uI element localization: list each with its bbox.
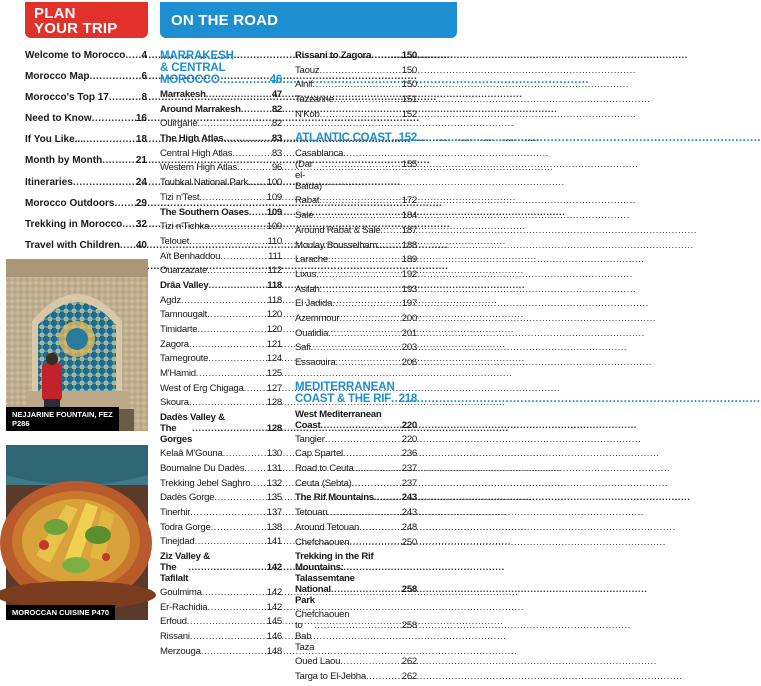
section-heading-mediterranean[interactable]: MEDITERRANEAN COAST & THE RIF ..... 218 (295, 381, 417, 405)
plan-your-trip-list (25, 50, 147, 282)
toc-entry[interactable]: Tizi n'Test ..... 109 (160, 192, 282, 207)
toc-entry[interactable]: Merzouga ..... 148 (160, 646, 282, 661)
toc-entry[interactable]: Larache ..... 189 (295, 254, 417, 269)
toc-entry[interactable]: Morocco Map ..... 6 (25, 71, 147, 92)
cuisine-caption: MOROCCAN CUISINE P470 (6, 605, 115, 620)
tagine-illustration (6, 445, 148, 620)
toc-entry[interactable]: Timidarte ..... 120 (160, 324, 282, 339)
toc-entry[interactable]: Central High Atlas ..... 83 (160, 148, 282, 163)
toc-entry[interactable]: Essaouira ..... 206 (295, 357, 417, 372)
toc-entry[interactable]: Ziz Valley & The Tafilalt ..... 142 (160, 551, 282, 587)
on-the-road-column-b (295, 50, 417, 686)
toc-entry[interactable]: Itineraries ..... 24 (25, 177, 147, 198)
toc-entry[interactable]: Travel with Children ..... 40 (25, 240, 147, 261)
toc-entry[interactable]: Boumalne Du Dadès ..... 131 (160, 463, 282, 478)
toc-entry[interactable]: Tizi n'Tichka ..... 109 (160, 221, 282, 236)
toc-entry[interactable]: Oualidia ..... 201 (295, 328, 417, 343)
toc-entry[interactable]: El Jadida ..... 197 (295, 298, 417, 313)
fountain-caption: NEJJARINE FOUNTAIN, FEZ P286 (6, 407, 119, 431)
toc-entry[interactable]: Need to Know ..... 16 (25, 113, 147, 134)
toc-entry[interactable]: Trekking in Morocco ..... 32 (25, 219, 147, 240)
toc-entry[interactable]: Month by Month ..... 21 (25, 155, 147, 176)
toc-entry[interactable]: Around Rabat & Salé ..... 187 (295, 225, 417, 240)
toc-entry[interactable]: Chefchaouen ..... 250 (295, 537, 417, 552)
section-heading-atlantic-coast[interactable]: ATLANTIC COAST ..... 152 (295, 132, 417, 144)
toc-entry[interactable]: N'Kob ..... 152 (295, 109, 417, 124)
toc-entry[interactable]: Skoura ..... 128 (160, 397, 282, 412)
toc-entry[interactable]: If You Like... ..... 18 (25, 134, 147, 155)
toc-entry[interactable]: Rabat ..... 172 (295, 195, 417, 210)
toc-entry[interactable]: Goulmima ..... 142 (160, 587, 282, 602)
toc-entry[interactable]: Tetouan ..... 243 (295, 507, 417, 522)
toc-entry[interactable]: Around Tetouan ..... 248 (295, 522, 417, 537)
toc-entry[interactable]: Tangier ..... 220 (295, 434, 417, 449)
toc-entry[interactable]: Tinerhir ..... 137 (160, 507, 282, 522)
toc-entry[interactable]: Ceuta (Sebta) ..... 237 (295, 478, 417, 493)
toc-entry[interactable]: Asilah ..... 193 (295, 284, 417, 299)
toc-entry[interactable]: Drâa Valley ..... 118 (160, 280, 282, 295)
toc-entry[interactable]: West Mediterranean Coast ..... 220 (295, 409, 417, 434)
toc-entry[interactable]: The Southern Oases ..... 109 (160, 207, 282, 222)
toc-entry[interactable]: Western High Atlas ..... 96 (160, 162, 282, 177)
toc-entry[interactable]: Rissani to Zagora ..... 150 (295, 50, 417, 65)
toc-entry[interactable]: Ouarzazate ..... 112 (160, 265, 282, 280)
toc-entry[interactable]: Around Marrakesh ..... 82 (160, 104, 282, 119)
moroccan-cuisine-photo (6, 445, 148, 620)
toc-entry[interactable]: Tamegroute ..... 124 (160, 353, 282, 368)
toc-entry[interactable]: Cap Spartel ..... 236 (295, 448, 417, 463)
on-the-road-header (160, 2, 457, 38)
toc-entry[interactable]: Dadès Gorge ..... 135 (160, 492, 282, 507)
toc-entry[interactable]: Casablanca (Dar el-Baïda) ..... 155 (295, 148, 417, 195)
toc-entry[interactable]: Toubkal National Park ..... 100 (160, 177, 282, 192)
toc-entry[interactable]: Moulay Bousselham ..... 188 (295, 240, 417, 255)
toc-entry[interactable]: Marrakesh ..... 47 (160, 89, 282, 104)
toc-entry[interactable]: Azemmour ..... 200 (295, 313, 417, 328)
toc-entry[interactable]: Road to Ceuta ..... 237 (295, 463, 417, 478)
toc-entry[interactable]: Ouirgane ..... 82 (160, 118, 282, 133)
plan-header-line-1: PLAN (34, 5, 76, 22)
toc-entry[interactable]: Dadès Valley & The Gorges ..... 128 (160, 412, 282, 448)
toc-entry[interactable]: Rissani ..... 146 (160, 631, 282, 646)
fountain-illustration (6, 259, 148, 431)
toc-entry[interactable]: Welcome to Morocco ..... 4 (25, 50, 147, 71)
on-the-road-title: ON THE ROAD (171, 12, 279, 29)
toc-entry[interactable]: Morocco Outdoors ..... 29 (25, 198, 147, 219)
toc-entry[interactable]: Trekking in the Rif Mountains: Talassemtane National Park ..... 258 (295, 551, 417, 609)
toc-entry[interactable]: Er-Rachidia ..... 142 (160, 602, 282, 617)
toc-entry[interactable]: Trekking Jebel Saghro ..... 132 (160, 478, 282, 493)
toc-entry[interactable]: Salé ..... 184 (295, 210, 417, 225)
plan-header-line-2: YOUR TRIP (34, 20, 118, 37)
toc-entry[interactable]: Agdz ..... 118 (160, 295, 282, 310)
toc-entry[interactable]: Zagora ..... 121 (160, 339, 282, 354)
toc-entry[interactable]: Alnif ..... 150 (295, 79, 417, 94)
section-heading-marrakesh[interactable]: MARRAKESH & CENTRAL MOROCCO ..... 46 (160, 50, 282, 86)
toc-entry[interactable]: M'Hamid ..... 125 (160, 368, 282, 383)
toc-entry[interactable]: Taouz ..... 150 (295, 65, 417, 80)
plan-your-trip-header (25, 2, 148, 38)
toc-entry[interactable]: Tamnougalt ..... 120 (160, 309, 282, 324)
toc-entry[interactable]: Lixus ..... 192 (295, 269, 417, 284)
toc-entry[interactable]: The Rif Mountains ..... 243 (295, 492, 417, 507)
toc-entry[interactable]: Aït Benhaddou ..... 111 (160, 251, 282, 266)
on-the-road-column-a (160, 50, 282, 660)
toc-entry[interactable]: Morocco's Top 17 ..... 8 (25, 92, 147, 113)
toc-entry[interactable]: West of Erg Chigaga ..... 127 (160, 383, 282, 398)
nejjarine-fountain-photo (6, 259, 148, 431)
toc-entry[interactable]: Targa to El-Jebha ..... 262 (295, 671, 417, 686)
toc-entry[interactable]: Oued Laou ..... 262 (295, 656, 417, 671)
toc-entry[interactable]: The High Atlas ..... 83 (160, 133, 282, 148)
toc-entry[interactable]: Kelaâ M'Gouna ..... 130 (160, 448, 282, 463)
toc-entry[interactable]: Erfoud ..... 145 (160, 616, 282, 631)
toc-entry[interactable]: Tinejdad ..... 141 (160, 536, 282, 551)
toc-entry[interactable]: Chefchaouen to Bab Taza ..... 258 (295, 609, 417, 656)
toc-entry[interactable]: Todra Gorge ..... 138 (160, 522, 282, 537)
toc-entry[interactable]: Tazzarine ..... 151 (295, 94, 417, 109)
toc-entry[interactable]: Safi ..... 203 (295, 342, 417, 357)
toc-entry[interactable]: Telouet ..... 110 (160, 236, 282, 251)
